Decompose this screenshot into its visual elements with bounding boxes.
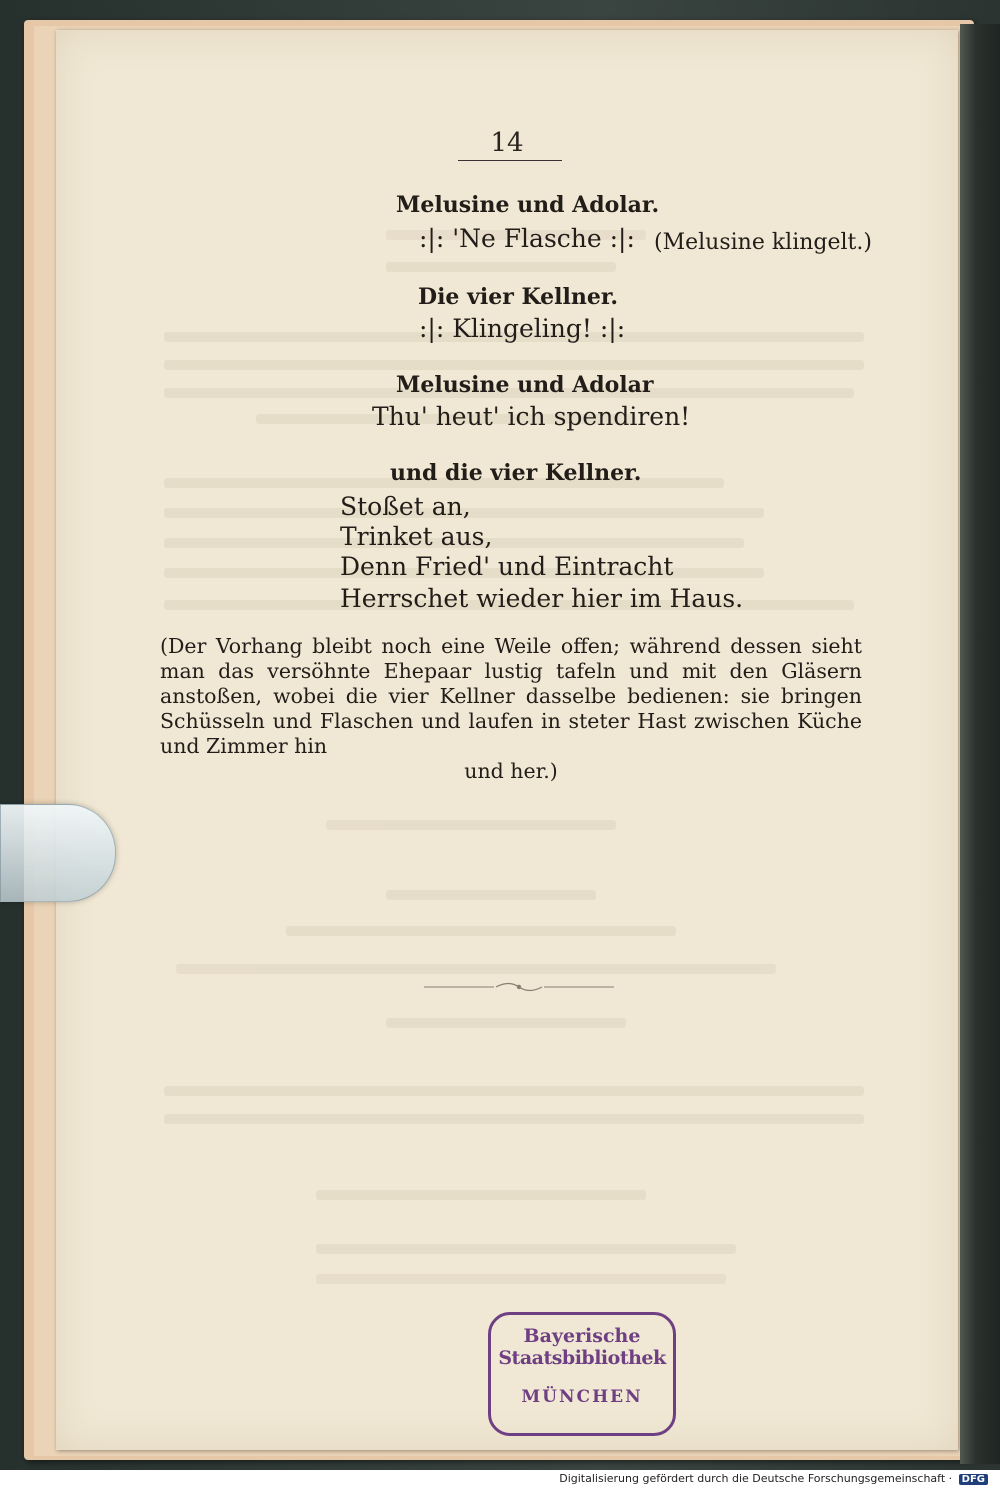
verse-line: Herrschet wieder hier im Haus. <box>340 584 744 613</box>
ornament-divider <box>424 980 614 994</box>
speaker-heading: und die vier Kellner. <box>390 460 642 486</box>
speaker-heading: Melusine und Adolar <box>396 372 654 398</box>
library-stamp <box>488 1312 676 1436</box>
verse-line: :|: Klingeling! :|: <box>419 314 626 343</box>
page-number-rule <box>458 160 562 161</box>
stamp-line-2: Staatsbibliothek <box>498 1347 666 1369</box>
verse-line: Denn Fried' und Eintracht <box>340 552 674 581</box>
verse-line: Trinket aus, <box>340 522 493 551</box>
credit-text: Digitalisierung gefördert durch die Deutsche Forschungsgemeinschaft · <box>559 1472 953 1485</box>
stamp-line-3: MÜNCHEN <box>521 1387 643 1407</box>
dfg-logo-icon: DFG <box>959 1474 988 1485</box>
verse-line: Stoßet an, <box>340 492 471 521</box>
verse-line: Thu' heut' ich spendiren! <box>372 402 691 431</box>
speaker-heading: Die vier Kellner. <box>418 284 619 310</box>
stage-direction-text: (Der Vorhang bleibt noch eine Weile offen; während dessen sieht man das versöhnte Ehepaar lustig tafeln und mit den Gläsern anstoßen, wobei die vier Kellner dasselbe bedienen: sie bringen Schüsseln und Flaschen und laufen in steter Hast zwischen Küche und Zimmer hin <box>160 634 862 758</box>
book-page <box>56 30 958 1450</box>
page-clip <box>0 804 116 902</box>
digitization-credit <box>559 1472 988 1485</box>
scanner-right-edge <box>960 24 1000 1464</box>
stage-direction-inline: (Melusine klingelt.) <box>654 230 872 255</box>
stage-direction-tail: und her.) <box>464 759 558 783</box>
stamp-line-1: Bayerische <box>523 1325 641 1347</box>
page-number: 14 <box>490 128 524 158</box>
speaker-heading: Melusine und Adolar. <box>396 192 660 218</box>
closing-stage-direction <box>160 634 862 784</box>
verse-line: :|: 'Ne Flasche :|: <box>419 224 635 253</box>
